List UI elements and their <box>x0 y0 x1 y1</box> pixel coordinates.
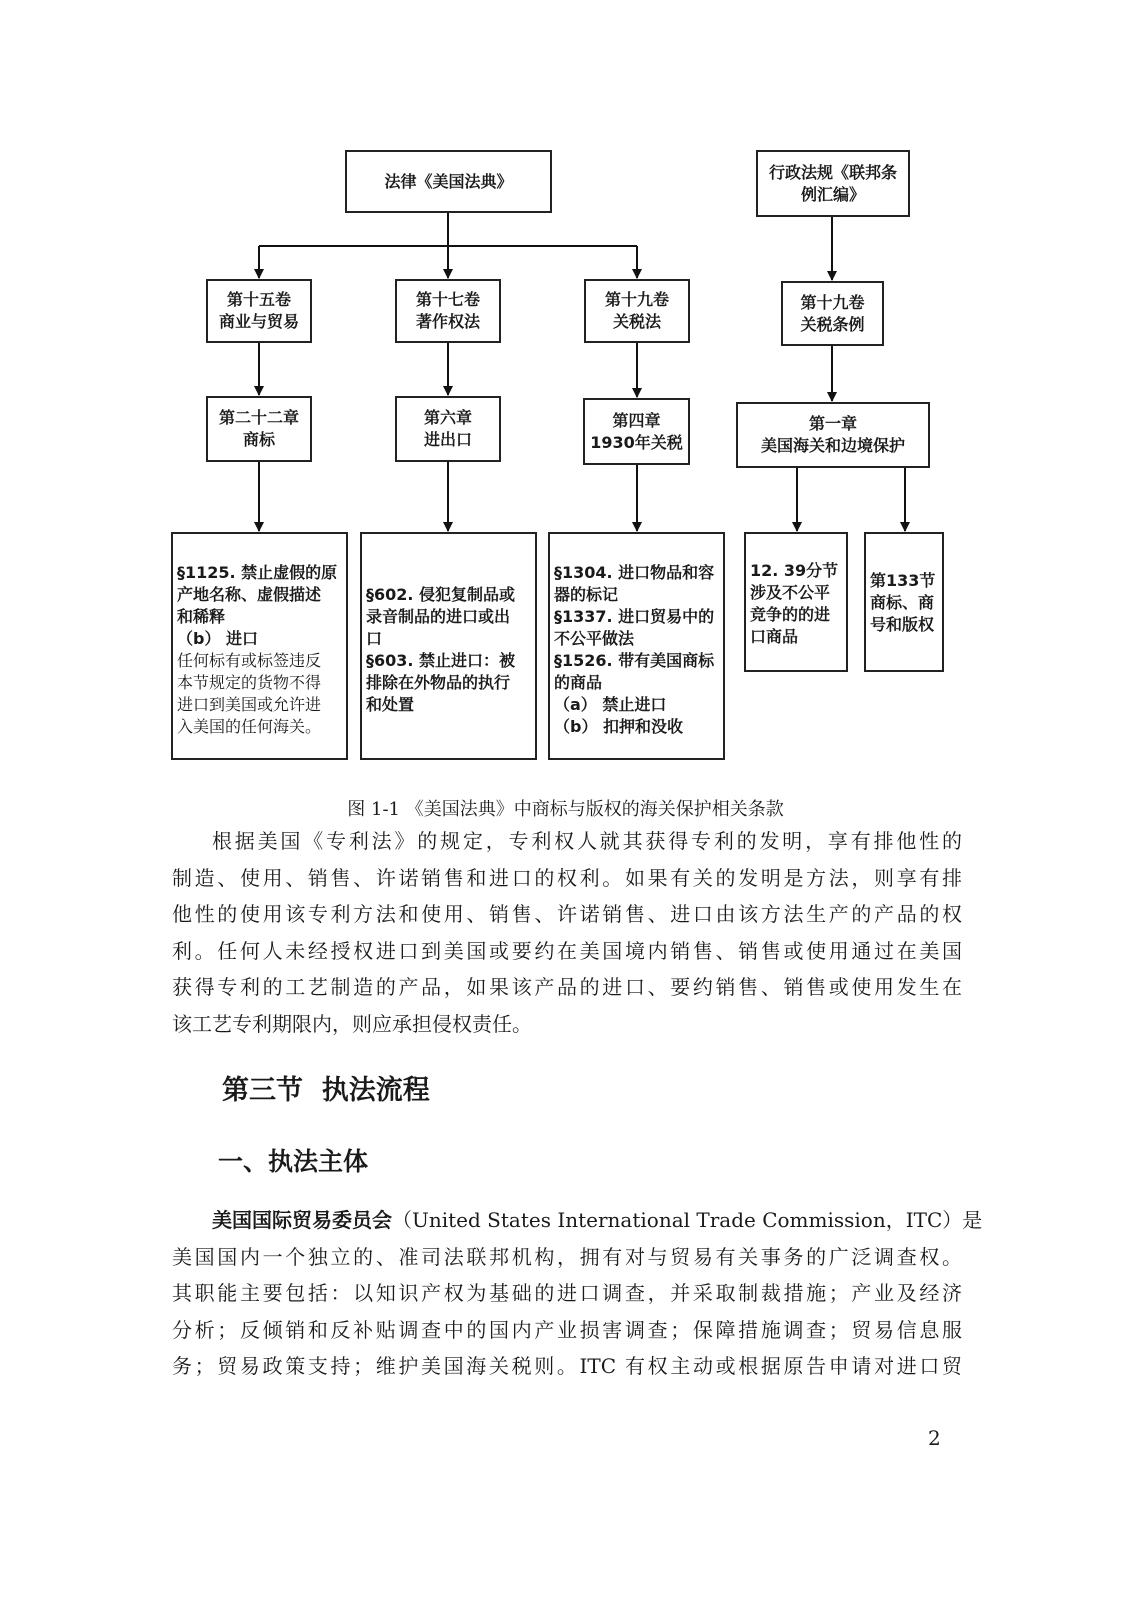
s602-line-1: §602. 侵犯复制品或 <box>366 585 516 604</box>
s603-line-3: 和处置 <box>366 695 415 714</box>
s1125-body-line-4: 入美国的任何海关。 <box>177 717 322 736</box>
reg133-line-1: 第133节 <box>870 571 936 590</box>
reg-section-133-box <box>864 532 944 672</box>
s1125-body-line-2: 本节规定的货物不得 <box>177 673 322 692</box>
subsection-heading: 一、执法主体 <box>218 1147 369 1176</box>
reg-title-19-box <box>781 281 884 346</box>
reg12-line-2: 涉及不公平 <box>750 583 831 602</box>
para1-line-2: 制造、使用、销售、许诺销售和进口的权利。如果有关的发明是方法，则享有排 <box>172 865 962 890</box>
reg-root-line-2: 例汇编》 <box>800 184 865 204</box>
title-19-box <box>584 279 690 343</box>
s1125-line-3: 和稀释 <box>177 607 226 626</box>
s603-line-2: 排除在外物品的执行 <box>366 673 511 692</box>
chapter-6-line-2: 进出口 <box>423 430 472 449</box>
chapter-22-line-2: 商标 <box>242 430 275 449</box>
reg133-line-3: 号和版权 <box>870 615 935 634</box>
reg12-line-1: 12. 39分节 <box>750 561 839 580</box>
reg12-line-3: 竞争的的进 <box>750 605 831 624</box>
s1304-line-2: 器的标记 <box>554 585 619 604</box>
chapter-4-line-2: 1930年关税 <box>590 432 683 452</box>
s602-line-3: 口 <box>366 629 383 648</box>
reg-chapter-line-2: 美国海关和边境保护 <box>760 436 905 455</box>
para2-line-3: 其职能主要包括：以知识产权为基础的进口调查，并采取制裁措施；产业及经济 <box>172 1281 962 1305</box>
s1337-line-1: §1337. 进口贸易中的 <box>554 607 715 626</box>
s1125-body-line-1: 任何标有或标签违反 <box>177 651 322 670</box>
title-15-line-2: 商业与贸易 <box>218 312 299 331</box>
paragraph-itc <box>172 1202 983 1385</box>
s1526-line-2: 的商品 <box>554 673 603 692</box>
page-number: 2 <box>928 1426 941 1450</box>
s603-line-1: §603. 禁止进口：被 <box>366 651 516 670</box>
para1-line-1: 根据美国《专利法》的规定，专利权人就其获得专利的发明，享有排他性的 <box>212 829 962 853</box>
title-19-line-1: 第十九卷 <box>604 290 669 309</box>
reg-title-line-2: 关税条例 <box>800 314 865 334</box>
title-15-line-1: 第十五卷 <box>226 290 291 309</box>
s1526-item-b: （b） 扣押和没收 <box>554 717 684 736</box>
s1125-line-1: §1125. 禁止虚假的原 <box>177 563 338 582</box>
paragraph-patent-law <box>172 823 962 1042</box>
para1-line-6: 该工艺专利期限内，则应承担侵权责任。 <box>172 1011 532 1036</box>
title-17-line-1: 第十七卷 <box>415 290 480 309</box>
para2-line-4: 分析；反倾销和反补贴调查中的国内产业损害调查；保障措施调查；贸易信息服 <box>172 1317 962 1342</box>
s1337-line-2: 不公平做法 <box>554 629 635 648</box>
chapter-6-line-1: 第六章 <box>423 408 472 427</box>
para2-line-5: 务；贸易政策支持；维护美国海关税则。ITC 有权主动或根据原告申请对进口贸 <box>172 1354 962 1378</box>
itc-bold-lead: 美国国际贸易委员会 <box>212 1208 392 1232</box>
reg-title-line-1: 第十九卷 <box>800 292 865 312</box>
s1125-line-4: （b） 进口 <box>177 629 259 648</box>
chapter-22-line-1: 第二十二章 <box>218 408 299 427</box>
para1-line-4: 利。任何人未经授权进口到美国或要约在美国境内销售、销售或使用通过在美国 <box>172 938 962 963</box>
chapter-6-box <box>395 396 501 462</box>
reg-chapter-line-1: 第一章 <box>808 414 857 433</box>
title-15-box <box>206 279 312 343</box>
reg-root-line-1: 行政法规《联邦条 <box>768 162 897 182</box>
section-1304-box <box>548 532 725 760</box>
para1-line-5: 获得专利的工艺制造的产品，如果该产品的进口、要约销售、销售或使用发生在 <box>172 975 962 999</box>
s1526-item-a: （a） 禁止进口 <box>554 695 667 714</box>
s1125-line-2: 产地名称、虚假描述 <box>177 585 322 604</box>
root-box-cfr <box>756 150 910 217</box>
para2-line-1 <box>172 1202 983 1239</box>
title-17-box <box>395 279 501 343</box>
s1125-body-line-3: 进口到美国或允许进 <box>177 695 322 714</box>
section-1125-box <box>171 532 348 760</box>
s1304-line-1: §1304. 进口物品和容 <box>554 563 715 582</box>
reg-section-12-39-box <box>744 532 848 672</box>
s602-line-2: 录音制品的进口或出 <box>366 607 511 626</box>
root-label: 法律《美国法典》 <box>384 171 513 191</box>
s1526-line-1: §1526. 带有美国商标 <box>554 651 715 670</box>
itc-english-name: （United States International Trade Commission，ITC）是 <box>392 1208 983 1232</box>
section-heading: 第三节 执法流程 <box>222 1075 430 1106</box>
title-17-line-2: 著作权法 <box>415 312 480 331</box>
reg133-line-2: 商标、商 <box>870 593 935 612</box>
section-602-box <box>360 532 537 760</box>
para2-line-2: 美国国内一个独立的、准司法联邦机构，拥有对与贸易有关事务的广泛调查权。 <box>172 1244 962 1269</box>
chapter-4-line-1: 第四章 <box>612 410 661 430</box>
reg-chapter-1-box <box>736 402 930 468</box>
chapter-4-box <box>583 398 690 465</box>
reg12-line-4: 口商品 <box>750 627 799 646</box>
para1-line-3: 他性的使用该专利方法和使用、销售、许诺销售、进口由该方法生产的产品的权 <box>172 902 962 926</box>
title-19-line-2: 关税法 <box>612 312 661 331</box>
figure-caption: 图 1-1 《美国法典》中商标与版权的海关保护相关条款 <box>347 799 784 820</box>
root-box-us-code <box>345 150 552 213</box>
chapter-22-box <box>206 396 312 462</box>
